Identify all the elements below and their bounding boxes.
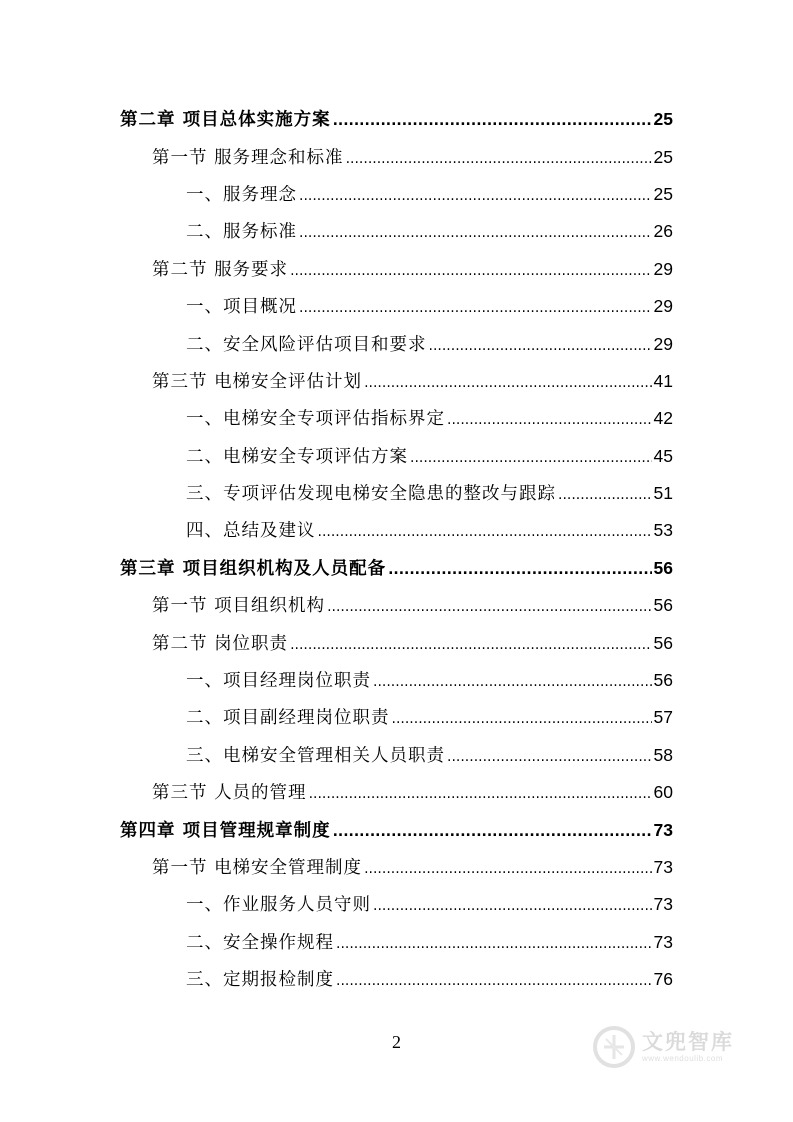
toc-entry[interactable] — [0, 623, 793, 660]
toc-dot-leader — [364, 862, 651, 876]
toc-entry-line — [186, 293, 673, 318]
toc-entry-title: 一、服务理念 — [186, 184, 297, 205]
toc-entry[interactable] — [0, 549, 793, 586]
toc-entry-line — [120, 106, 673, 131]
toc-dot-leader — [388, 563, 651, 577]
table-of-contents — [0, 100, 793, 997]
page-number: 2 — [392, 1032, 401, 1052]
toc-entry-page: 53 — [653, 520, 673, 541]
toc-entry-line — [120, 555, 673, 580]
toc-entry-line — [152, 854, 673, 879]
toc-dot-leader — [333, 114, 652, 128]
toc-entry-title: 第四章 项目管理规章制度 — [120, 820, 331, 841]
toc-entry-line — [152, 144, 673, 169]
toc-dot-leader — [299, 226, 652, 240]
toc-entry[interactable] — [0, 100, 793, 137]
toc-entry-line — [186, 443, 673, 468]
toc-entry[interactable] — [0, 474, 793, 511]
toc-dot-leader — [318, 525, 652, 539]
toc-entry[interactable] — [0, 848, 793, 885]
toc-entry-line — [152, 368, 673, 393]
toc-dot-leader — [299, 301, 652, 315]
toc-dot-leader — [309, 787, 652, 801]
toc-entry-page: 56 — [653, 632, 673, 653]
toc-entry-title: 二、服务标准 — [186, 222, 297, 243]
toc-entry[interactable] — [0, 287, 793, 324]
toc-entry-line — [186, 517, 673, 542]
toc-entry[interactable] — [0, 960, 793, 997]
toc-entry-page: 56 — [653, 670, 673, 691]
toc-entry-page: 26 — [653, 221, 673, 242]
toc-entry-page: 29 — [653, 296, 673, 317]
toc-entry[interactable] — [0, 362, 793, 399]
toc-entry-page: 25 — [653, 146, 673, 167]
toc-entry-page: 73 — [653, 857, 673, 877]
toc-entry[interactable] — [0, 511, 793, 548]
toc-dot-leader — [558, 488, 652, 502]
toc-entry-page: 57 — [653, 707, 673, 728]
toc-dot-leader — [346, 152, 652, 166]
toc-entry-page: 42 — [653, 408, 673, 429]
toc-entry-title: 三、电梯安全管理相关人员职责 — [186, 745, 445, 766]
toc-entry-page: 73 — [653, 931, 673, 952]
toc-entry[interactable] — [0, 736, 793, 773]
toc-entry-line — [152, 592, 673, 617]
toc-entry-title: 三、定期报检制度 — [186, 970, 334, 991]
toc-entry-page: 51 — [653, 483, 673, 504]
toc-entry-title: 第二章 项目总体实施方案 — [120, 110, 331, 131]
toc-entry[interactable] — [0, 175, 793, 212]
toc-entry-line — [152, 779, 673, 804]
toc-entry-line — [186, 966, 673, 991]
toc-entry-line — [186, 405, 673, 430]
toc-entry[interactable] — [0, 810, 793, 847]
toc-dot-leader — [447, 750, 652, 764]
toc-entry[interactable] — [0, 923, 793, 960]
watermark-text — [642, 1031, 734, 1063]
toc-entry-line — [186, 181, 673, 206]
toc-entry-line — [186, 891, 673, 916]
toc-entry-title: 三、专项评估发现电梯安全隐患的整改与跟踪 — [186, 484, 556, 505]
toc-entry-title: 一、作业服务人员守则 — [186, 895, 371, 916]
toc-entry-title: 第一节 服务理念和标准 — [152, 147, 344, 168]
toc-entry-title: 第一节 项目组织机构 — [152, 596, 326, 617]
toc-entry-page: 73 — [653, 819, 673, 840]
watermark-title: 文兜智库 — [642, 1029, 734, 1054]
watermark-url: www.wendoulib.com — [642, 1054, 723, 1064]
toc-dot-leader — [429, 339, 652, 353]
toc-entry-page: 25 — [653, 109, 673, 130]
toc-entry-line — [186, 218, 673, 243]
toc-entry-title: 第三节 人员的管理 — [152, 783, 307, 804]
toc-dot-leader — [333, 825, 652, 839]
toc-entry-title: 第三章 项目组织机构及人员配备 — [120, 558, 387, 579]
toc-entry-page: 58 — [653, 744, 673, 765]
toc-entry-title: 二、电梯安全专项评估方案 — [186, 446, 408, 467]
toc-dot-leader — [336, 937, 652, 951]
toc-dot-leader — [336, 974, 652, 988]
toc-entry-title: 一、项目经理岗位职责 — [186, 671, 371, 692]
toc-dot-leader — [327, 600, 651, 614]
toc-dot-leader — [373, 675, 652, 689]
watermark — [592, 1018, 762, 1076]
toc-entry[interactable] — [0, 137, 793, 174]
toc-entry-page: 73 — [653, 894, 673, 915]
toc-entry-line — [186, 331, 673, 356]
toc-dot-leader — [410, 451, 652, 465]
toc-dot-leader — [290, 638, 651, 652]
toc-entry-title: 第一节 电梯安全管理制度 — [152, 858, 363, 878]
toc-entry-line — [186, 742, 673, 767]
toc-entry-title: 四、总结及建议 — [186, 521, 316, 542]
toc-entry-title: 第三节 电梯安全评估计划 — [152, 371, 363, 392]
toc-entry-title: 一、电梯安全专项评估指标界定 — [186, 409, 445, 430]
toc-entry-line — [186, 480, 673, 505]
toc-entry-title: 第二节 岗位职责 — [152, 633, 289, 654]
toc-entry[interactable] — [0, 437, 793, 474]
toc-entry-title: 二、安全风险评估项目和要求 — [186, 334, 427, 355]
toc-entry-line — [120, 817, 673, 842]
toc-entry-page: 29 — [653, 333, 673, 354]
toc-entry-line — [186, 667, 673, 692]
toc-entry-line — [186, 929, 673, 954]
toc-entry-page: 56 — [653, 557, 673, 578]
toc-entry-page: 41 — [653, 370, 673, 391]
toc-dot-leader — [364, 376, 651, 390]
toc-entry-title: 一、项目概况 — [186, 297, 297, 318]
toc-entry[interactable] — [0, 324, 793, 361]
toc-entry[interactable] — [0, 885, 793, 922]
toc-entry-page: 29 — [653, 258, 673, 279]
toc-entry-title: 第二节 服务要求 — [152, 259, 289, 280]
toc-entry-page: 76 — [653, 969, 673, 990]
toc-dot-leader — [447, 413, 652, 427]
toc-entry-line — [186, 704, 673, 729]
toc-entry[interactable] — [0, 773, 793, 810]
toc-entry[interactable] — [0, 212, 793, 249]
toc-entry[interactable] — [0, 661, 793, 698]
toc-entry-page: 56 — [653, 595, 673, 616]
toc-entry-page: 25 — [653, 183, 673, 204]
toc-entry[interactable] — [0, 399, 793, 436]
toc-entry[interactable] — [0, 698, 793, 735]
toc-dot-leader — [290, 264, 651, 278]
toc-entry-line — [152, 630, 673, 655]
toc-dot-leader — [299, 189, 652, 203]
toc-entry-page: 45 — [653, 445, 673, 466]
toc-entry-title: 二、安全操作规程 — [186, 932, 334, 953]
watermark-logo-icon — [592, 1025, 636, 1069]
toc-entry-page: 60 — [653, 782, 673, 803]
toc-dot-leader — [373, 899, 652, 913]
toc-dot-leader — [392, 712, 652, 726]
toc-entry[interactable] — [0, 586, 793, 623]
toc-entry-title: 二、项目副经理岗位职责 — [186, 708, 390, 729]
toc-entry-line — [152, 256, 673, 281]
toc-entry[interactable] — [0, 250, 793, 287]
